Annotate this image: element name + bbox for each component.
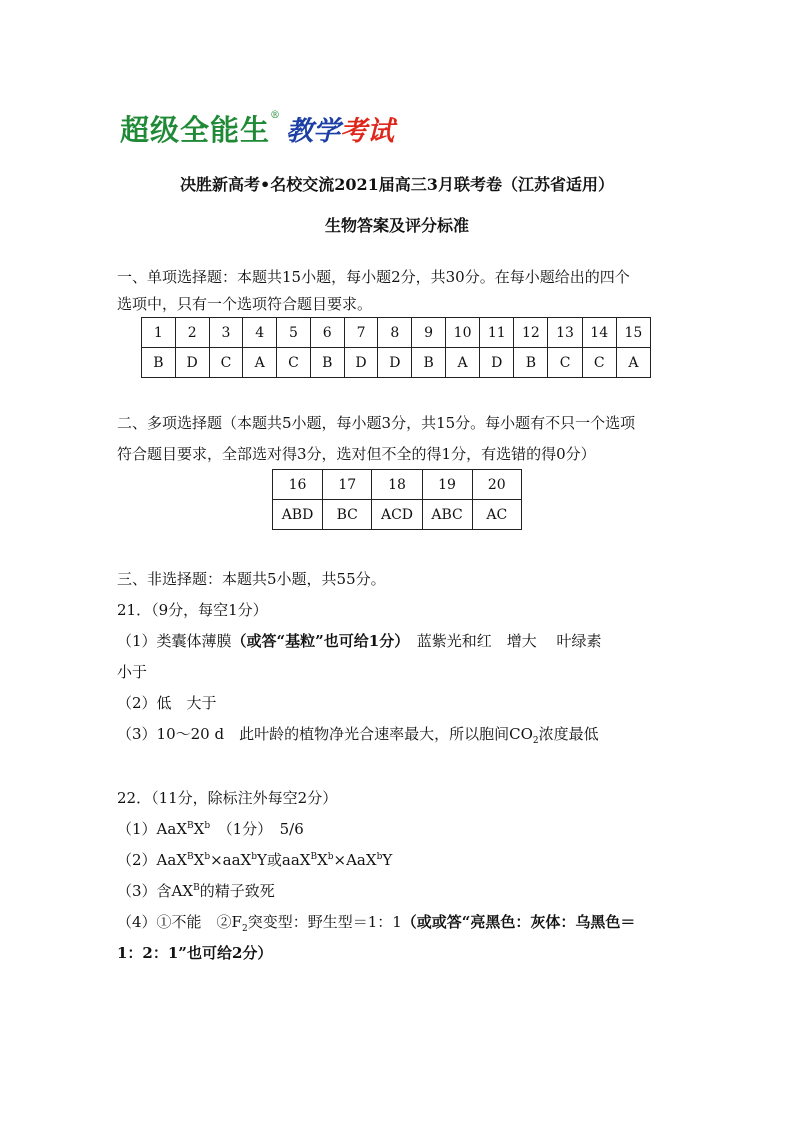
superscript: B [193,883,200,893]
alternative-answer-note: （或答“基粒”也可给1分） [231,632,402,650]
answer-cell: B [514,348,548,378]
superscript: B [187,821,194,831]
section1-line1: 一、单项选择题：本题共15小题，每小题2分，共30分。在每小题给出的四个 [117,268,630,286]
section2-line1: 二、多项选择题（本题共5小题，每小题3分，共15分。每小题有不只一个选项 [117,414,636,432]
question-number: 16 [273,470,323,500]
answer-cell: D [344,348,378,378]
single-choice-answer-table [141,317,651,378]
q22-answer-3 [117,880,275,901]
question-number: 7 [344,318,378,348]
answer-cell: ABD [273,500,323,530]
question-number: 4 [243,318,277,348]
answer-text: X [317,851,328,869]
answer-text: X [193,851,205,869]
table-row-numbers [273,470,522,500]
q22-answer-4 [117,911,635,934]
section1-line2: 选项中，只有一个选项符合题目要求。 [117,295,373,313]
answer-cell: AC [472,500,521,530]
answer-text: X [193,820,205,838]
logo-main-text: 超级全能生 [120,113,271,147]
question-number: 9 [412,318,446,348]
question-number: 2 [175,318,209,348]
answer-text: 蓝紫光和红 增大 叶绿素 [401,632,602,650]
answer-cell: ACD [372,500,422,530]
multi-choice-answer-table [272,469,522,530]
answer-cell: ABC [422,500,472,530]
exam-subtitle: 生物答案及评分标准 [324,216,469,235]
exam-title: 决胜新高考•名校交流2021届高三3月联考卷（江苏省适用） [180,175,614,194]
subscript: 2 [241,924,248,934]
question-number: 17 [323,470,372,500]
answer-cell: C [277,348,311,378]
question-number: 11 [480,318,514,348]
question-number: 18 [372,470,422,500]
answer-text: （1）AaX [117,820,187,838]
answer-cell: D [480,348,514,378]
answer-cell: D [378,348,412,378]
question-number: 14 [582,318,616,348]
answer-text: ×AaX [333,851,377,869]
q21-answer-3 [117,723,599,746]
question-number: 20 [472,470,521,500]
question-number: 19 [422,470,472,500]
question-number: 6 [310,318,344,348]
question-number: 1 [142,318,176,348]
question-number: 8 [378,318,412,348]
registered-mark: ® [270,110,281,121]
alternative-answer-note: （或或答“亮黑色：灰体：乌黑色＝ [401,913,636,931]
q21-answer-2: （2）低 大于 [117,694,217,712]
answer-cell: B [142,348,176,378]
superscript: b [251,852,257,862]
answer-cell: A [446,348,480,378]
q21-answer-1-cont: 小于 [117,663,148,681]
answer-text: 的精子致死 [199,882,275,900]
question-number: 15 [616,318,650,348]
answer-cell: A [243,348,277,378]
q22-answer-2 [117,849,392,870]
answer-text: （1分） 5/6 [210,820,304,838]
answer-cell: C [582,348,616,378]
superscript: B [310,852,318,862]
q22-answer-1 [117,818,304,839]
answer-text: （2）AaX [117,851,187,869]
answer-text: Y或aaX [256,851,311,869]
answer-cell: C [209,348,243,378]
answer-text: （3）含AX [117,882,194,900]
logo-red-text: 考试 [340,116,395,147]
q21-heading: 21．（9分，每空1分） [117,601,268,619]
answer-text: （1）类囊体薄膜 [117,632,232,650]
question-number: 13 [548,318,582,348]
answer-text: 浓度最低 [538,725,599,743]
superscript: b [204,821,211,831]
publisher-logo [120,108,394,148]
answer-cell: D [175,348,209,378]
question-number: 10 [446,318,480,348]
table-row-answers [273,500,522,530]
answer-text: （4）①不能 ②F [117,913,242,931]
section2-line2: 符合题目要求，全部选对得3分，选对但不全的得1分，有选错的得0分） [117,445,596,463]
question-number: 3 [209,318,243,348]
superscript: B [187,852,194,862]
table-row-numbers [142,318,651,348]
answer-text: ×aaX [210,851,252,869]
question-number: 5 [277,318,311,348]
logo-blue-text: 教学 [286,116,341,147]
subscript: 2 [532,736,539,746]
table-row-answers [142,348,651,378]
answer-text: Y [382,851,393,869]
q22-heading: 22．（11分，除标注外每空2分） [117,789,338,807]
answer-cell: B [310,348,344,378]
answer-cell: B [412,348,446,378]
section3-heading: 三、非选择题：本题共5小题，共55分。 [117,570,386,588]
q21-answer-1 [117,630,602,651]
answer-cell: BC [323,500,372,530]
q22-answer-4-cont: 1：2：1”也可给2分） [117,944,273,962]
answer-text: （3）10～20 d 此叶龄的植物净光合速率最大，所以胞间CO [117,725,533,743]
superscript: b [204,852,211,862]
superscript: b [327,852,334,862]
answer-text: 突变型：野生型＝1：1 [247,913,402,931]
answer-cell: C [548,348,582,378]
superscript: b [376,852,383,862]
question-number: 12 [514,318,548,348]
answer-cell: A [616,348,650,378]
